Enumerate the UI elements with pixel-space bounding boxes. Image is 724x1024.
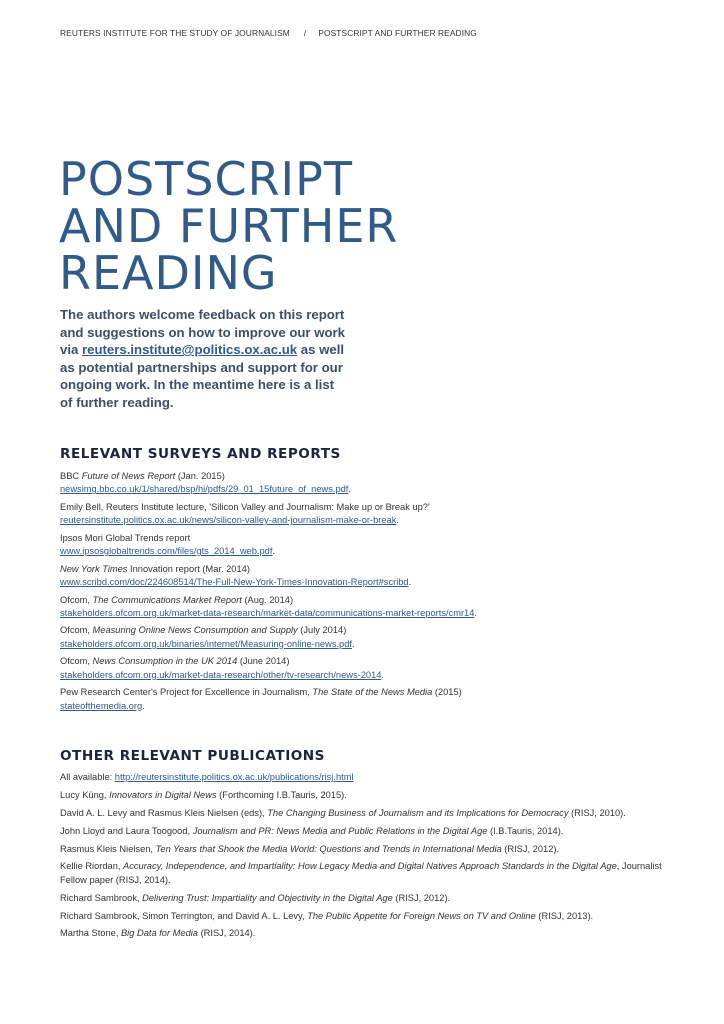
entry-text: Kellie Riordan, [60, 861, 124, 872]
entry-text: Martha Stone, [60, 928, 121, 939]
entry-text: John Lloyd and Laura Toogood, [60, 825, 193, 836]
intro-paragraph [60, 306, 350, 412]
list-item: Pew Research Center's Project for Excellence in Journalism, The State of the News Media (2015) stateofthemedia.org. [60, 687, 462, 711]
entry-title: Future of News Report [81, 471, 176, 481]
list-item [60, 807, 680, 820]
entry-text: Ipsos Mori Global Trends report [60, 532, 191, 543]
breadcrumb-institute: REUTERS INSTITUTE FOR THE STUDY OF JOURNALISM [60, 28, 290, 38]
list-item: BBC Future of News Report (Jan. 2015) newsimg.bbc.co.uk/1/shared/bsp/hi/pdfs/29_01_15future_of_news.pdf. [60, 471, 351, 495]
email-link[interactable]: reuters.institute@politics.ox.ac.uk [82, 342, 298, 358]
list-item [60, 843, 680, 856]
entry-title: The Changing Business of Journalism and its Implications for Democracy [267, 807, 569, 818]
entry-text: (RISJ, 2013). [535, 910, 594, 921]
entry-text: (RISJ, 2010). [568, 807, 626, 818]
entry-text: Ofcom, [60, 594, 93, 605]
entry-text: (RISJ, 2014). [197, 928, 256, 939]
entry-text: (Jan. 2015) [175, 471, 225, 481]
entry-title: News Consumption in the UK 2014 [92, 656, 238, 667]
list-item [60, 860, 680, 887]
entry-text: (June 2014) [237, 656, 290, 667]
entry-link[interactable]: stakeholders.ofcom.org.uk/binaries/internet/Measuring-online-news.pdf [60, 638, 352, 649]
entry-text: (2015) [432, 687, 462, 698]
entry-link[interactable]: stateofthemedia.org [60, 700, 143, 711]
intro-text: The authors welcome feedback on this report and suggestions on how to improve our work via [60, 307, 346, 358]
entry-title: The Communications Market Report [92, 594, 242, 605]
entry-title: The Public Appetite for Foreign News on TV and Online [307, 910, 536, 921]
entry-text: David A. L. Levy and Rasmus Kleis Nielsen (eds), [60, 807, 268, 818]
page-title [59, 152, 399, 300]
list-item: Emily Bell, Reuters Institute lecture, 'Silicon Valley and Journalism: Make up or Break up?' reutersinstitute.politics.ox.ac.uk/news/silicon-valley-and-journalism-make-or-break. [60, 501, 430, 526]
entry-text: Richard Sambrook, [60, 892, 143, 903]
list-item: New York Times Innovation report (Mar. 2014) www.scribd.com/doc/224608514/The-Full-New-York-Times-Innovation-Report#scribd. [60, 563, 412, 587]
entry-link[interactable]: stakeholders.ofcom.org.uk/market-data-research/other/tv-research/news-2014 [60, 669, 382, 680]
entry-title: Innovators in Digital News [109, 789, 217, 800]
entry-title: Ten Years that Shook the Media World: Questions and Trends in International Media [155, 843, 502, 854]
entry-title: Measuring Online News Consumption and Supply [92, 625, 298, 636]
entry-text: (RISJ, 2012). [501, 843, 560, 854]
list-item: Ofcom, The Communications Market Report (Aug. 2014) stakeholders.ofcom.org.uk/market-data-research/market-data/communications-market-reports/cmr14. [60, 594, 477, 618]
entry-text: Richard Sambrook, Simon Terrington, and David A. L. Levy, [60, 910, 308, 921]
entry-title: Delivering Trust: Impartiality and Objectivity in the Digital Age [142, 892, 393, 903]
entry-link[interactable]: www.ipsosglobaltrends.com/files/gts_2014_web.pdf [60, 546, 273, 557]
title-line: AND FURTHER [59, 199, 399, 253]
list-item [60, 910, 680, 923]
entry-text: Rasmus Kleis Nielsen, [60, 843, 156, 854]
list-item [60, 771, 680, 784]
entry-text: (I.B.Tauris, 2014). [487, 825, 564, 836]
breadcrumb [60, 28, 477, 38]
surveys-list [60, 470, 680, 717]
entry-title: Accuracy, Independence, and Impartiality: How Legacy Media and Digital Natives Approach Standards in the Digital Age [123, 861, 617, 872]
intro-text: as well as potential partnerships and support for our ongoing work. In the meantime here is a list of further reading. [60, 342, 345, 410]
entry-text: Pew Research Center's Project for Excellence in Journalism, [60, 687, 313, 698]
entry-text: BBC [60, 471, 82, 481]
entry-text: , Journalist Fellow paper (RISJ, 2014). [60, 861, 662, 885]
surveys-heading: RELEVANT SURVEYS AND REPORTS [60, 446, 341, 462]
entry-text: (Forthcoming I.B.Tauris, 2015). [216, 789, 347, 800]
title-line: POSTSCRIPT [59, 152, 353, 206]
entry-link[interactable]: reutersinstitute.politics.ox.ac.uk/news/silicon-valley-and-journalism-make-or-break [60, 515, 397, 526]
entry-link[interactable]: www.scribd.com/doc/224608514/The-Full-New-York-Times-Innovation-Report#scribd [60, 576, 409, 587]
entry-text: Ofcom, [60, 656, 93, 667]
entry-text: Innovation report (Mar. 2014) [127, 563, 250, 574]
entry-text: (July 2014) [297, 625, 347, 636]
list-item: Ofcom, Measuring Online News Consumption and Supply (July 2014) stakeholders.ofcom.org.uk/binaries/internet/Measuring-online-news.pdf. [60, 625, 355, 649]
list-item [60, 927, 680, 940]
list-item [60, 892, 680, 905]
publications-list [60, 771, 680, 945]
list-item: Ipsos Mori Global Trends report www.ipsosglobaltrends.com/files/gts_2014_web.pdf. [60, 532, 275, 557]
publications-heading: OTHER RELEVANT PUBLICATIONS [60, 748, 325, 764]
breadcrumb-section: POSTSCRIPT AND FURTHER READING [318, 28, 477, 38]
all-available-label: All available: [60, 772, 115, 782]
entry-text: (Aug. 2014) [241, 594, 294, 605]
entry-text: Emily Bell, Reuters Institute lecture, 'Silicon Valley and Journalism: Make up or Break up?' [60, 501, 430, 512]
breadcrumb-separator: / [303, 28, 307, 38]
entry-link[interactable]: stakeholders.ofcom.org.uk/market-data-research/market-data/communications-market-reports/cmr14 [60, 607, 475, 618]
entry-text: Ofcom, [60, 625, 93, 636]
entry-text: (RISJ, 2012). [392, 892, 451, 903]
list-item [60, 825, 680, 838]
entry-title: Big Data for Media [120, 928, 198, 939]
list-item [60, 789, 680, 802]
title-line: READING [59, 246, 278, 300]
entry-link[interactable]: newsimg.bbc.co.uk/1/shared/bsp/hi/pdfs/29_01_15future_of_news.pdf [60, 484, 349, 495]
list-item: Ofcom, News Consumption in the UK 2014 (June 2014) stakeholders.ofcom.org.uk/market-data-research/other/tv-research/news-2014. [60, 656, 384, 680]
entry-text: Lucy Küng, [60, 789, 110, 800]
publications-link[interactable]: http://reutersinstitute.politics.ox.ac.uk/publications/risj.html [114, 772, 354, 782]
entry-title: The State of the News Media [312, 687, 433, 698]
entry-title: Journalism and PR: News Media and Public Relations in the Digital Age [192, 825, 488, 836]
entry-title: New York Times [60, 563, 128, 574]
